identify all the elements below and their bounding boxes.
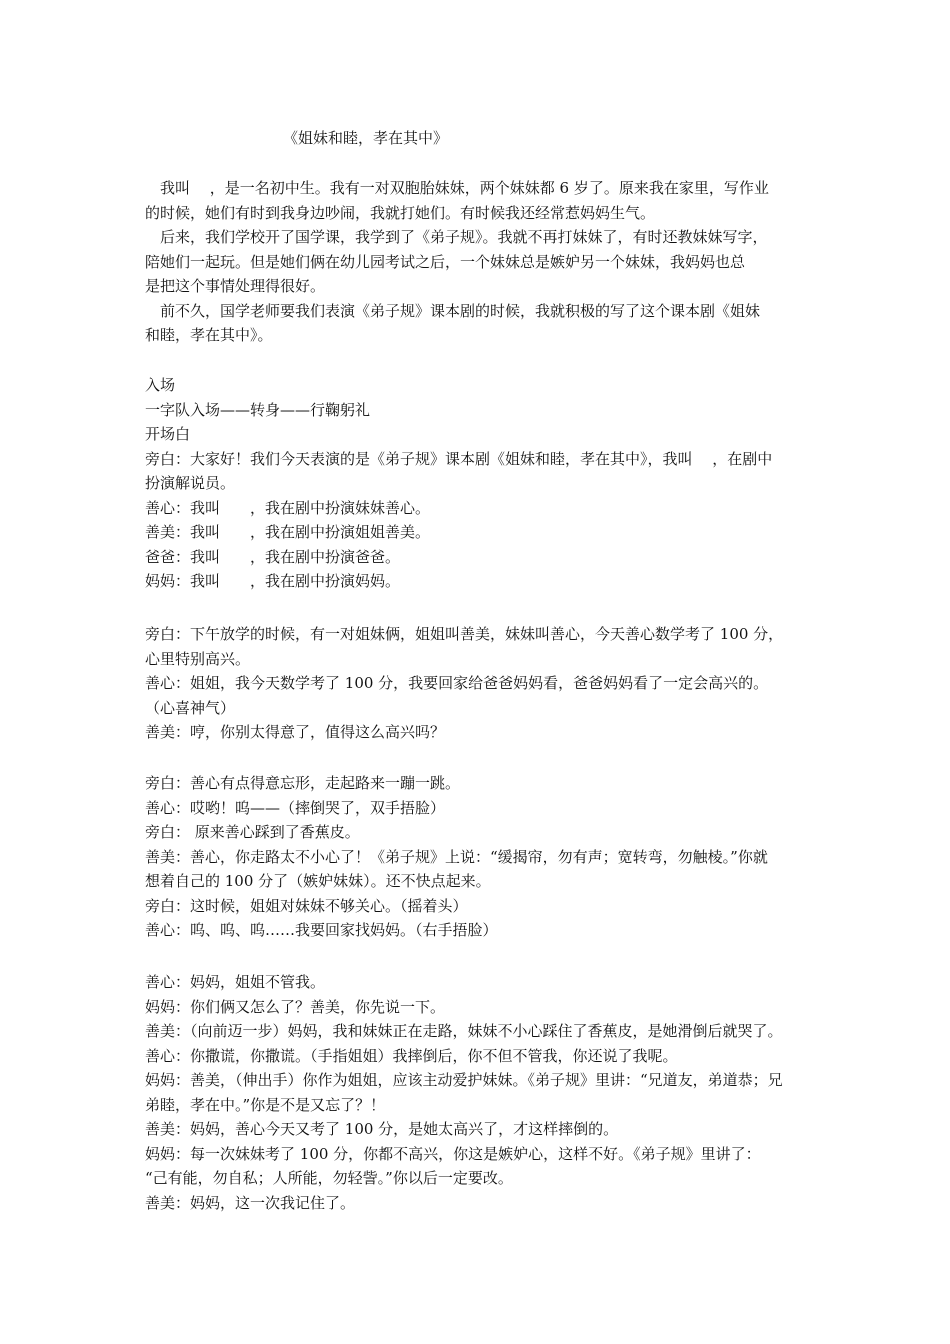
text-line: 善心：哎哟！呜——（摔倒哭了，双手捂脸） (145, 798, 446, 817)
text-line: 扮演解说员。 (145, 474, 236, 492)
text-line: 旁白：这时候，姐姐对妹妹不够关心。（摇着头） (145, 896, 468, 915)
text-line: 善心：你撒谎，你撒谎。（手指姐姐）我摔倒后，你不但不管我，你还说了我呢。 (145, 1046, 678, 1065)
intro-paragraphs (145, 176, 825, 348)
text-line: 善美：（向前迈一步）妈妈，我和妹妹正在走路，妹妹不小心踩住了香蕉皮，是她滑倒后就哭了。 (145, 1022, 783, 1040)
text-line: 弟睦，孝在中。”你是不是又忘了？！ (145, 1095, 386, 1114)
text-line: 善美：妈妈，这一次我记住了。 (145, 1193, 356, 1212)
text-line: 前不久，国学老师要我们表演《弟子规》课本剧的时候，我就积极的写了这个课本剧《姐妹 (160, 301, 761, 320)
text-line: 开场白 (145, 425, 191, 443)
text-line: 我叫 ，是一名初中生。我有一对双胞胎妹妹，两个妹妹都 6 岁了。原来我在家里，写作业 (160, 179, 769, 197)
text-line: 陪她们一起玩。但是她们俩在幼儿园考试之后，一个妹妹总是嫉妒另一个妹妹，我妈妈也总 (145, 252, 746, 271)
text-line: 善心：姐姐，我今天数学考了 100 分，我要回家给爸爸妈妈看，爸爸妈妈看了一定会高兴的。 (145, 674, 769, 692)
text-line: 妈妈：善美，（伸出手）你作为姐姐，应该主动爱护妹妹。《弟子规》里讲：“兄道友，弟道恭；兄 (145, 1071, 783, 1089)
text-line: 和睦，孝在其中》。 (145, 326, 273, 344)
text-line: 旁白：大家好！我们今天表演的是《弟子规》课本剧《姐妹和睦，孝在其中》，我叫 ，在剧中 (145, 449, 773, 468)
text-line: 善美：善心，你走路太不小心了！《弟子规》上说：“缓揭帘，勿有声；宽转弯，勿触棱。”你就 (145, 847, 768, 866)
text-line: 爸爸：我叫 ，我在剧中扮演爸爸。 (145, 547, 401, 566)
text-line: 后来，我们学校开了国学课，我学到了《弟子规》。我就不再打妹妹了，有时还教妹妹写字， (160, 228, 768, 246)
text-line: 一字队入场——转身——行鞠躬礼 (145, 400, 371, 419)
script-section-banana-peel (145, 771, 825, 943)
script-section-opening (145, 373, 825, 594)
text-line: （心喜神气） (145, 698, 236, 717)
document-title: 《姐妹和睦，孝在其中》 (283, 129, 449, 147)
text-line: 旁白：善心有点得意忘形，走起路来一蹦一跳。 (145, 774, 461, 792)
text-line: 善心：呜、呜、呜……我要回家找妈妈。（右手捂脸） (145, 921, 498, 939)
text-line: 的时候，她们有时到我身边吵闹，我就打她们。有时候我还经常惹妈妈生气。 (145, 203, 656, 222)
text-line: 心里特别高兴。 (145, 649, 251, 668)
text-line: 妈妈：每一次妹妹考了 100 分，你都不高兴，你这是嫉妒心，这样不好。《弟子规》里讲了： (145, 1144, 761, 1163)
text-line: 旁白：下午放学的时候，有一对姐妹俩，姐姐叫善美，妹妹叫善心，今天善心数学考了 100 分， (145, 625, 784, 643)
text-line: 妈妈：你们俩又怎么了？善美，你先说一下。 (145, 997, 446, 1016)
text-line: 善心：妈妈，姐姐不管我。 (145, 973, 326, 991)
text-line: 善美：哼，你别太得意了，值得这么高兴吗？ (145, 723, 446, 741)
script-section-after-school (145, 622, 825, 745)
text-line: 善心：我叫 ，我在剧中扮演妹妹善心。 (145, 498, 431, 517)
script-section-mother (145, 970, 825, 1215)
text-line: 妈妈：我叫 ，我在剧中扮演妈妈。 (145, 572, 401, 590)
text-line: 旁白： 原来善心踩到了香蕉皮。 (145, 823, 360, 841)
text-line: 善美：妈妈，善心今天又考了 100 分，是她太高兴了，才这样摔倒的。 (145, 1120, 619, 1138)
text-line: 想着自己的 100 分了（嫉妒妹妹）。还不快点起来。 (145, 872, 491, 890)
text-line: 善美：我叫 ，我在剧中扮演姐姐善美。 (145, 523, 431, 541)
text-line: “己有能，勿自私；人所能，勿轻訾。”你以后一定要改。 (145, 1169, 513, 1187)
text-line: 是把这个事情处理得很好。 (145, 277, 326, 295)
text-line: 入场 (145, 376, 176, 394)
